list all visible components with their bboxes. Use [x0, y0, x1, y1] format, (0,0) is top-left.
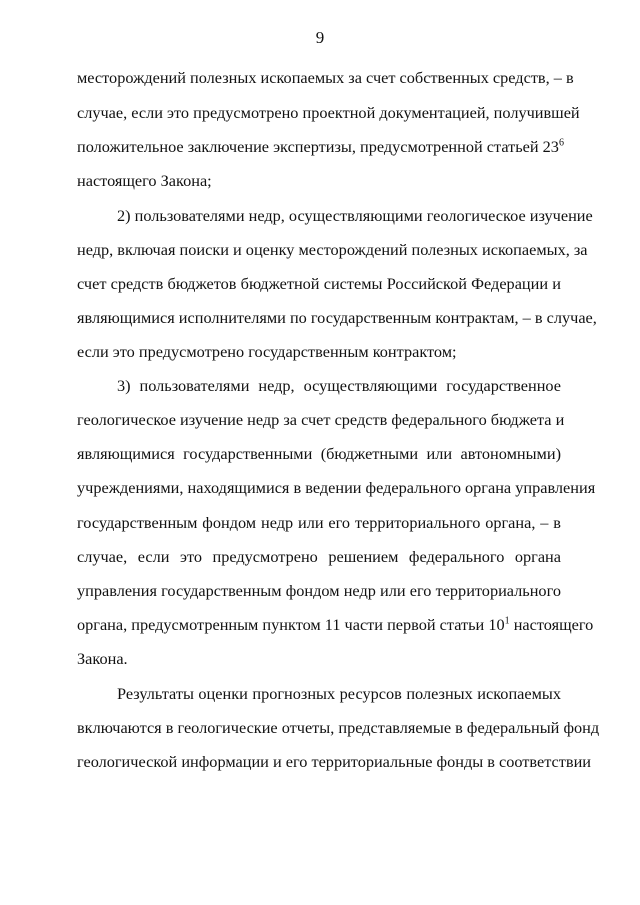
text-line: счет средств бюджетов бюджетной системы Российской Федерации и: [77, 274, 561, 293]
text-line: являющимися исполнителями по государственным контрактам, – в случае,: [77, 308, 597, 327]
text-line: учреждениями, находящимися в ведении федерального органа управления: [77, 478, 596, 497]
text-line: геологическое изучение недр за счет средств федерального бюджета и: [77, 410, 565, 429]
text-line-main: органа, предусмотренным пунктом 11 части первой статьи 10: [77, 615, 505, 634]
superscript: 1: [504, 615, 510, 627]
text-line: [77, 137, 564, 157]
page-number: 9: [315, 28, 325, 47]
text-line: если это предусмотрено государственным контрактом;: [77, 342, 457, 361]
text-line: случае, если это предусмотрено проектной документацией, получившей: [77, 103, 580, 122]
text-line: месторождений полезных ископаемых за счет собственных средств, – в: [77, 68, 574, 87]
text-line: геологической информации и его территориальные фонды в соответствии: [77, 752, 592, 771]
text-line-main: положительное заключение экспертизы, предусмотренной статьей 23: [77, 137, 559, 156]
text-line: государственным фондом недр или его территориального органа, – в: [77, 513, 561, 532]
text-line: [77, 615, 594, 635]
text-line: недр, включая поиски и оценку месторождений полезных ископаемых, за: [77, 240, 588, 259]
text-line: являющимися государственными (бюджетными или автономными): [77, 444, 561, 463]
text-line: включаются в геологические отчеты, представляемые в федеральный фонд: [77, 718, 600, 737]
text-line: 2) пользователями недр, осуществляющими геологическое изучение: [117, 206, 593, 225]
text-line: настоящего Закона;: [77, 171, 212, 190]
superscript: 6: [558, 137, 564, 149]
text-line-tail: настоящего: [509, 615, 594, 634]
text-line: случае, если это предусмотрено решением федерального органа: [77, 547, 561, 566]
text-line: управления государственным фондом недр или его территориального: [77, 581, 561, 600]
text-line: Закона.: [77, 649, 128, 668]
text-line: Результаты оценки прогнозных ресурсов полезных ископаемых: [117, 684, 561, 703]
text-line: 3) пользователями недр, осуществляющими государственное: [117, 376, 561, 395]
